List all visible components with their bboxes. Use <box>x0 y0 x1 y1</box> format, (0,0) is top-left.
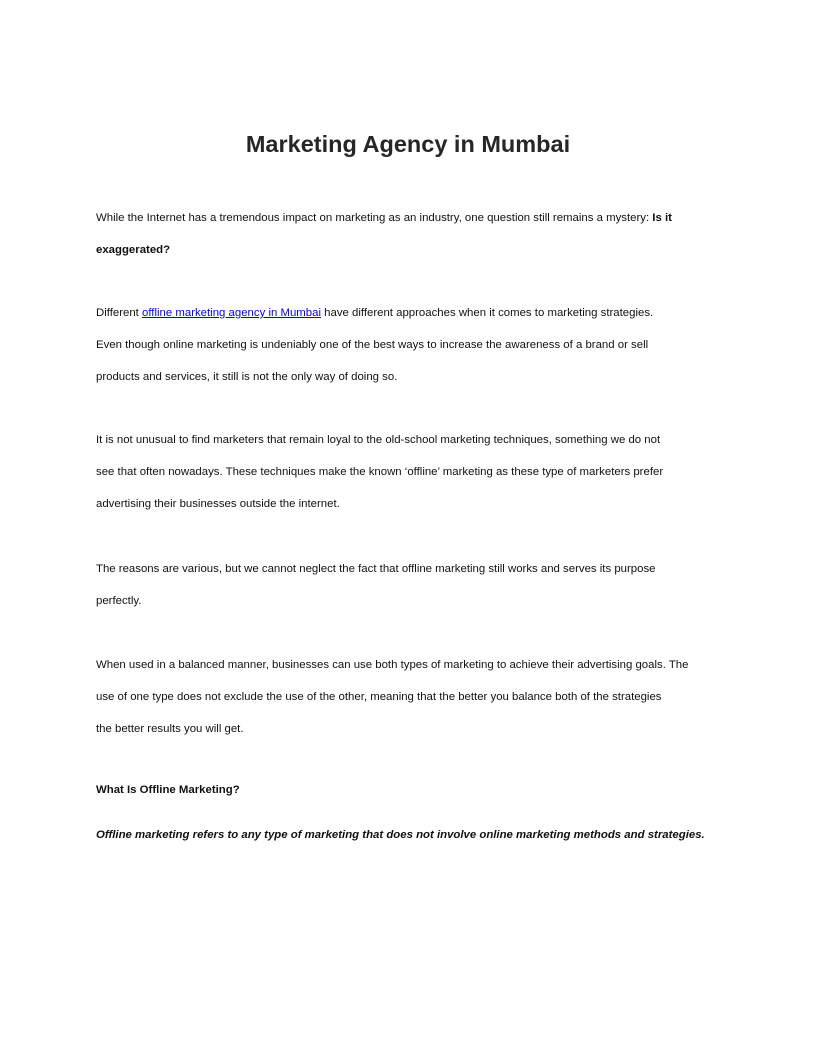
page-title: Marketing Agency in Mumbai <box>245 131 571 157</box>
definition-paragraph: Offline marketing refers to any type of marketing that does not involve online marketing methods and strategies. <box>96 829 705 841</box>
old-school-line-2: see that often nowadays. These techniques make the known ‘offline’ marketing as these type of marketers prefer <box>96 466 664 478</box>
section-heading: What Is Offline Marketing? <box>96 784 240 796</box>
approaches-line-2: Even though online marketing is undeniably one of the best ways to increase the awareness of a brand or sell <box>96 339 649 351</box>
reasons-line-2: perfectly. <box>96 595 142 607</box>
approaches-text-before: Different <box>96 307 143 319</box>
intro-paragraph <box>96 202 736 266</box>
intro-line-1 <box>96 202 736 234</box>
balanced-paragraph <box>96 649 736 745</box>
approaches-paragraph <box>96 297 736 393</box>
reasons-line-1: The reasons are various, but we cannot neglect the fact that offline marketing still works and serves its purpose <box>96 563 656 575</box>
old-school-line-1: It is not unusual to find marketers that remain loyal to the old-school marketing techniques, something we do not <box>96 434 661 446</box>
old-school-paragraph <box>96 424 736 520</box>
approaches-line-3: products and services, it still is not the only way of doing so. <box>96 371 398 383</box>
balanced-line-1: When used in a balanced manner, businesses can use both types of marketing to achieve their advertising goals. The <box>96 659 689 671</box>
balanced-line-3: the better results you will get. <box>96 723 244 735</box>
reasons-paragraph <box>96 553 736 617</box>
approaches-text-after: have different approaches when it comes to marketing strategies. <box>320 307 654 319</box>
intro-text: While the Internet has a tremendous impact on marketing as an industry, one question still remains a mystery: <box>96 212 653 224</box>
balanced-line-2: use of one type does not exclude the use of the other, meaning that the better you balance both of the strategies <box>96 691 662 703</box>
intro-bold-question-start: Is it <box>652 212 672 224</box>
intro-bold-question-end: exaggerated? <box>96 244 171 256</box>
old-school-line-3: advertising their businesses outside the internet. <box>96 498 340 510</box>
intro-line-2 <box>96 234 736 266</box>
approaches-line-1 <box>96 297 736 329</box>
offline-marketing-agency-link[interactable]: offline marketing agency in Mumbai <box>142 307 321 319</box>
